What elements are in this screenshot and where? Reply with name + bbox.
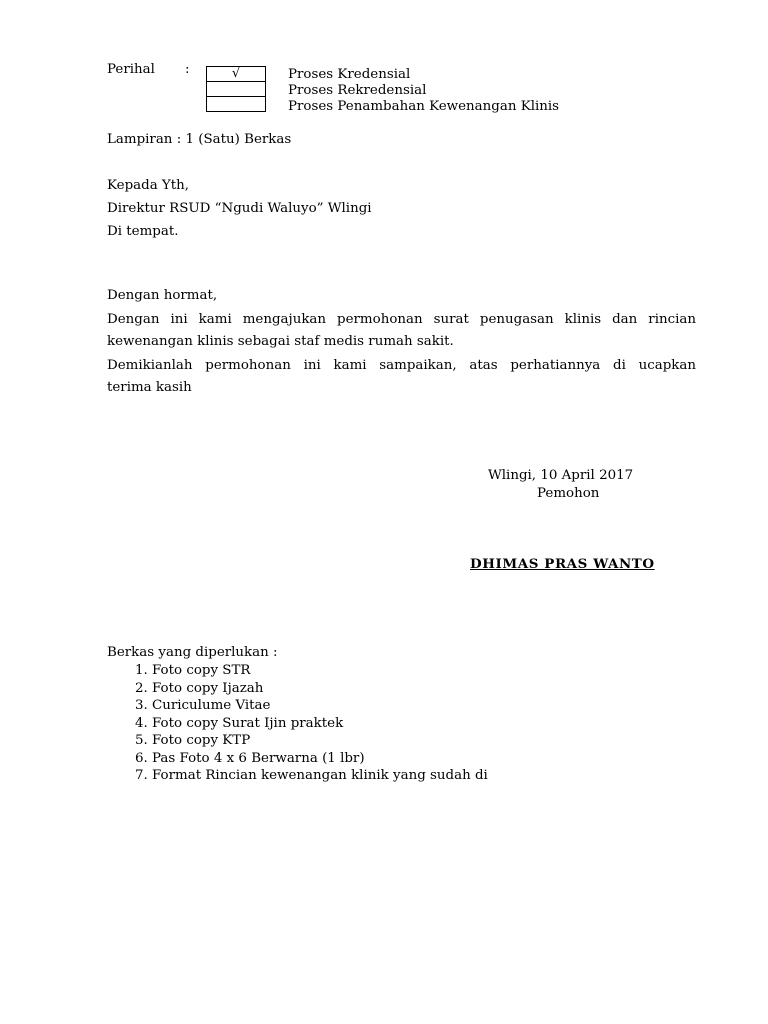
body-paragraph-2-line-1: Demikianlah permohonan ini kami sampaikan, atas perhatiannya di ucapkan xyxy=(107,358,696,373)
perihal-label: Perihal xyxy=(107,62,155,77)
requirements-list xyxy=(107,662,488,785)
perihal-colon: : xyxy=(185,62,190,77)
address-line-2: Direktur RSUD “Ngudi Waluyo” Wlingi xyxy=(107,201,372,216)
place-date: Wlingi, 10 April 2017 xyxy=(488,468,634,483)
list-item: 4. Foto copy Surat Ijin praktek xyxy=(152,715,488,733)
checkmark-icon: √ xyxy=(231,66,241,81)
requirements-title: Berkas yang diperlukan : xyxy=(107,645,278,660)
body-paragraph-2-line-2: terima kasih xyxy=(107,380,192,395)
signature-role: Pemohon xyxy=(537,486,600,501)
checkbox-kredensial[interactable] xyxy=(206,66,266,82)
lampiran-line: Lampiran : 1 (Satu) Berkas xyxy=(107,132,292,147)
checkbox-penambahan-kewenangan[interactable] xyxy=(206,96,266,112)
signer-name: DHIMAS PRAS WANTO xyxy=(470,556,655,572)
greeting: Dengan hormat, xyxy=(107,288,218,303)
list-item: 6. Pas Foto 4 x 6 Berwarna (1 lbr) xyxy=(152,750,488,768)
checkbox-rekredensial[interactable] xyxy=(206,81,266,97)
body-paragraph-1-line-1: Dengan ini kami mengajukan permohonan surat penugasan klinis dan rincian xyxy=(107,312,696,327)
body-paragraph-1-line-2: kewenangan klinis sebagai staf medis rumah sakit. xyxy=(107,334,454,349)
option-label-rekredensial: Proses Rekredensial xyxy=(288,83,427,98)
list-item: 5. Foto copy KTP xyxy=(152,732,488,750)
option-label-penambahan: Proses Penambahan Kewenangan Klinis xyxy=(288,99,560,114)
list-item: 3. Curiculume Vitae xyxy=(152,697,488,715)
address-line-3: Di tempat. xyxy=(107,224,179,239)
list-item: 1. Foto copy STR xyxy=(152,662,488,680)
list-item: 7. Format Rincian kewenangan klinik yang sudah di xyxy=(152,767,488,785)
option-label-kredensial: Proses Kredensial xyxy=(288,67,411,82)
list-item: 2. Foto copy Ijazah xyxy=(152,680,488,698)
address-line-1: Kepada Yth, xyxy=(107,178,190,193)
